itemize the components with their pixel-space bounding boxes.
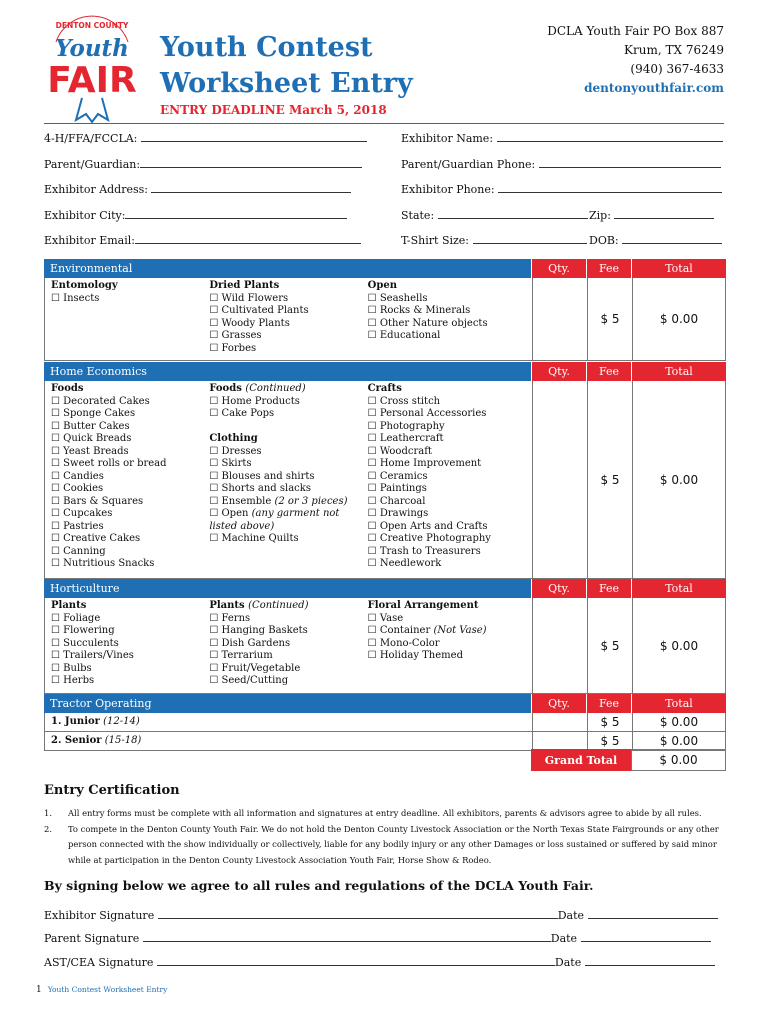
ast-cea-signature-field[interactable]: AST/CEA Signature Date xyxy=(44,956,715,969)
qty-input[interactable] xyxy=(532,598,587,693)
checkbox-item[interactable]: ☐ Open Arts and Crafts xyxy=(368,521,526,534)
parent-phone-field[interactable]: Parent/Guardian Phone: xyxy=(401,158,721,171)
rule-item: 1. All entry forms must be complete with all information and signatures at entry deadline. All exhibitors, parents & advisors agree to abide by all rules. xyxy=(44,808,702,818)
grand-total xyxy=(531,749,726,771)
checkbox-item[interactable]: ☐ Educational xyxy=(368,330,526,343)
fee-value: $ 5 xyxy=(587,713,632,731)
environmental-section xyxy=(44,259,726,361)
state-field[interactable]: State: xyxy=(401,209,588,222)
exhibitor-signature-field[interactable]: Exhibitor Signature Date xyxy=(44,909,718,922)
contact-address xyxy=(547,22,724,98)
footer-title: Youth Contest Worksheet Entry xyxy=(47,985,168,994)
checkbox-item[interactable]: ☐ Butter Cakes xyxy=(51,421,209,434)
section-label: Tractor Operating xyxy=(50,697,152,710)
checkbox-item[interactable]: ☐ Holiday Themed xyxy=(368,650,526,663)
total-value: $ 0.00 xyxy=(632,278,725,360)
checkbox-item[interactable]: ☐ Grasses xyxy=(209,330,367,343)
column-heading: Foods (Continued) xyxy=(209,383,306,394)
checkbox-item[interactable]: ☐ Drawings xyxy=(368,508,526,521)
checkbox-item[interactable]: ☐ Decorated Cakes xyxy=(51,396,209,409)
logo-word-fair: FAIR xyxy=(47,60,137,101)
tshirt-field[interactable]: T-Shirt Size: xyxy=(401,234,587,247)
column-heading: Floral Arrangement xyxy=(367,600,479,611)
open-column xyxy=(368,280,526,358)
checkbox-item[interactable]: ☐ Foliage xyxy=(51,613,209,626)
tractor-operating-header xyxy=(44,694,726,713)
checkbox-item[interactable]: ☐ Flowering xyxy=(51,625,209,638)
parent-signature-field[interactable]: Parent Signature Date xyxy=(44,932,711,945)
checkbox-item[interactable]: ☐ Leathercraft xyxy=(368,433,526,446)
checkbox-item[interactable]: ☐ Personal Accessories xyxy=(368,408,526,421)
checkbox-item[interactable]: ☐ Cupcakes xyxy=(51,508,209,521)
foods-column xyxy=(51,383,209,576)
column-heading: Foods xyxy=(51,383,84,394)
checkbox-item[interactable]: ☐ Sweet rolls or bread xyxy=(51,458,209,471)
total-header: Total xyxy=(631,362,726,381)
qty-header: Qty. xyxy=(531,259,586,278)
dob-field[interactable]: DOB: xyxy=(589,234,722,247)
checkbox-item[interactable]: ☐ Vase xyxy=(368,613,526,626)
checkbox-item[interactable]: ☐ Seed/Cutting xyxy=(209,675,367,688)
checkbox-item[interactable]: ☐ Ceramics xyxy=(368,471,526,484)
checkbox-item[interactable]: ☐ Shorts and slacks xyxy=(209,483,367,496)
checkbox-item[interactable]: ☐ Creative Cakes xyxy=(51,533,209,546)
total-value: $ 0.00 xyxy=(632,732,725,750)
address-field[interactable]: Exhibitor Address: xyxy=(44,183,351,196)
checkbox-item[interactable]: ☐ Dresses xyxy=(209,446,367,459)
plants-continued-column xyxy=(209,600,367,691)
fee-value: $ 5 xyxy=(587,732,632,750)
page-footer xyxy=(36,985,167,995)
checkbox-item[interactable]: ☐ Woody Plants xyxy=(209,318,367,331)
header-divider xyxy=(44,123,724,124)
logo-ring-text: DENTON COUNTY xyxy=(55,21,129,30)
page-title xyxy=(160,30,413,102)
total-header: Total xyxy=(631,579,726,598)
checkbox-item[interactable]: ☐ Sponge Cakes xyxy=(51,408,209,421)
checkbox-item[interactable]: ☐ Home Improvement xyxy=(368,458,526,471)
total-value: $ 0.00 xyxy=(632,381,725,578)
qty-input[interactable] xyxy=(532,278,587,360)
grand-total-label: Grand Total xyxy=(531,749,631,771)
checkbox-item[interactable]: ☐ Canning xyxy=(51,546,209,559)
checkbox-item[interactable]: ☐ Home Products xyxy=(209,396,367,409)
fee-header: Fee xyxy=(586,579,631,598)
certification-heading: Entry Certification xyxy=(44,783,180,798)
entomology-column xyxy=(51,280,209,358)
checkbox-item[interactable]: ☐ Cross stitch xyxy=(368,396,526,409)
fee-header: Fee xyxy=(586,259,631,278)
checkbox-item[interactable]: ☐ Cake Pops xyxy=(209,408,367,421)
checkbox-item[interactable]: ☐ Insects xyxy=(51,293,209,306)
checkbox-item[interactable]: ☐ Machine Quilts xyxy=(209,533,367,546)
checkbox-item[interactable]: ☐ Ferns xyxy=(209,613,367,626)
checkbox-item[interactable]: ☐ Quick Breads xyxy=(51,433,209,446)
column-heading: Entomology xyxy=(51,280,118,291)
signing-heading: By signing below we agree to all rules and regulations of the DCLA Youth Fair. xyxy=(44,878,594,893)
checkbox-item[interactable]: ☐ Bars & Squares xyxy=(51,496,209,509)
tractor-row-junior: 1. Junior (12-14) $ 5 $ 0.00 xyxy=(44,713,726,732)
checkbox-item[interactable]: ☐ Succulents xyxy=(51,638,209,651)
email-field[interactable]: Exhibitor Email: xyxy=(44,234,361,247)
horticulture-header xyxy=(44,579,726,598)
entry-deadline: ENTRY DEADLINE March 5, 2018 xyxy=(160,103,387,117)
horticulture-section xyxy=(44,579,726,694)
total-value: $ 0.00 xyxy=(632,598,725,693)
fee-value: $ 5 xyxy=(587,381,632,578)
floral-arrangement-column xyxy=(368,600,526,691)
exhibitor-phone-field[interactable]: Exhibitor Phone: xyxy=(401,183,722,196)
checkbox-item[interactable]: ☐ Skirts xyxy=(209,458,367,471)
total-header: Total xyxy=(631,259,726,278)
total-header: Total xyxy=(631,694,726,713)
qty-header: Qty. xyxy=(531,362,586,381)
rule-item: 2. To compete in the Denton County Youth Fair. We do not hold the Denton County Livestock Association or the North Texas State Fairgrounds or any other person connected with the show individually or collectively, liable for any bodily injury or any other Damages or loss sustained or suffered by said minor while at participation in the Denton County Livestock Association Youth Fair, Horse Show & Rodeo. xyxy=(44,823,719,865)
column-heading: Plants (Continued) xyxy=(209,600,309,611)
checkbox-item[interactable]: ☐ Terrarium xyxy=(209,650,367,663)
address-line-1: DCLA Youth Fair PO Box 887 xyxy=(547,24,724,38)
section-label: Environmental xyxy=(50,262,133,275)
address-line-2: Krum, TX 76249 xyxy=(624,43,724,57)
checkbox-item[interactable]: ☐ Ensemble (2 or 3 pieces) xyxy=(209,496,367,509)
checkbox-item[interactable]: ☐ Paintings xyxy=(368,483,526,496)
home-economics-header xyxy=(44,362,726,381)
checkbox-item[interactable]: ☐ Container (Not Vase) xyxy=(368,625,526,638)
home-economics-section xyxy=(44,362,726,579)
tractor-operating-section xyxy=(44,694,726,751)
parent-field[interactable]: Parent/Guardian: xyxy=(44,158,362,171)
title-line-2: Worksheet Entry xyxy=(160,68,413,99)
exhibitor-name-field[interactable]: Exhibitor Name: xyxy=(401,132,723,145)
column-heading: Crafts xyxy=(367,383,402,394)
dried-plants-column xyxy=(209,280,367,358)
checkbox-item[interactable]: ☐ Pastries xyxy=(51,521,209,534)
plants-column xyxy=(51,600,209,691)
qty-input[interactable] xyxy=(532,381,587,578)
zip-field[interactable]: Zip: xyxy=(589,209,714,222)
checkbox-item[interactable]: ☐ Yeast Breads xyxy=(51,446,209,459)
checkbox-item[interactable]: ☐ Hanging Baskets xyxy=(209,625,367,638)
checkbox-item[interactable]: ☐ Open (any garment not listed above) xyxy=(209,508,367,533)
checkbox-item[interactable]: ☐ Seashells xyxy=(368,293,526,306)
checkbox-item[interactable]: ☐ Herbs xyxy=(51,675,209,688)
column-heading: Dried Plants xyxy=(209,280,280,291)
total-value: $ 0.00 xyxy=(632,713,725,731)
address-phone: (940) 367-4633 xyxy=(630,62,724,76)
checkbox-item[interactable]: ☐ Forbes xyxy=(209,343,367,356)
column-heading: Open xyxy=(367,280,397,291)
fee-value: $ 5 xyxy=(587,598,632,693)
fee-header: Fee xyxy=(586,362,631,381)
logo-word-youth: Youth xyxy=(55,35,129,62)
qty-header: Qty. xyxy=(531,579,586,598)
website-link[interactable]: dentonyouthfair.com xyxy=(584,81,724,95)
fee-value: $ 5 xyxy=(587,278,632,360)
rules-list xyxy=(44,806,724,868)
grand-total-value: $ 0.00 xyxy=(631,749,726,771)
checkbox-item[interactable]: ☐ Fruit/Vegetable xyxy=(209,663,367,676)
section-label: Home Economics xyxy=(50,365,147,378)
tractor-row-senior: 2. Senior (15-18) $ 5 $ 0.00 xyxy=(44,732,726,751)
checkbox-item[interactable]: ☐ Bulbs xyxy=(51,663,209,676)
checkbox-item[interactable]: ☐ Woodcraft xyxy=(368,446,526,459)
qty-header: Qty. xyxy=(531,694,586,713)
environmental-header xyxy=(44,259,726,278)
checkbox-item[interactable]: ☐ Photography xyxy=(368,421,526,434)
org-field[interactable]: 4-H/FFA/FCCLA: xyxy=(44,132,367,145)
checkbox-item[interactable]: ☐ Blouses and shirts xyxy=(209,471,367,484)
column-heading: Plants xyxy=(51,600,87,611)
qty-input[interactable] xyxy=(532,732,587,750)
checkbox-item[interactable]: ☐ Needlework xyxy=(368,558,526,571)
page-number: 1 xyxy=(36,985,42,995)
crafts-column xyxy=(368,383,526,576)
section-label: Horticulture xyxy=(50,582,120,595)
checkbox-item[interactable]: ☐ Charcoal xyxy=(368,496,526,509)
checkbox-item[interactable]: ☐ Trash to Treasurers xyxy=(368,546,526,559)
qty-input[interactable] xyxy=(532,713,587,731)
checkbox-item[interactable]: ☐ Rocks & Minerals xyxy=(368,305,526,318)
checkbox-item[interactable]: ☐ Candies xyxy=(51,471,209,484)
checkbox-item[interactable]: ☐ Wild Flowers xyxy=(209,293,367,306)
fee-header: Fee xyxy=(586,694,631,713)
checkbox-item[interactable]: ☐ Trailers/Vines xyxy=(51,650,209,663)
checkbox-item[interactable]: ☐ Nutritious Snacks xyxy=(51,558,209,571)
checkbox-item[interactable]: ☐ Mono-Color xyxy=(368,638,526,651)
checkbox-item[interactable]: ☐ Creative Photography xyxy=(368,533,526,546)
clothing-heading: Clothing xyxy=(209,433,258,444)
checkbox-item[interactable]: ☐ Other Nature objects xyxy=(368,318,526,331)
title-line-1: Youth Contest xyxy=(160,32,373,63)
city-field[interactable]: Exhibitor City: xyxy=(44,209,347,222)
denton-county-youth-fair-logo xyxy=(42,14,142,124)
checkbox-item[interactable]: ☐ Cookies xyxy=(51,483,209,496)
checkbox-item[interactable]: ☐ Cultivated Plants xyxy=(209,305,367,318)
foods-continued-column xyxy=(209,383,367,576)
checkbox-item[interactable]: ☐ Dish Gardens xyxy=(209,638,367,651)
